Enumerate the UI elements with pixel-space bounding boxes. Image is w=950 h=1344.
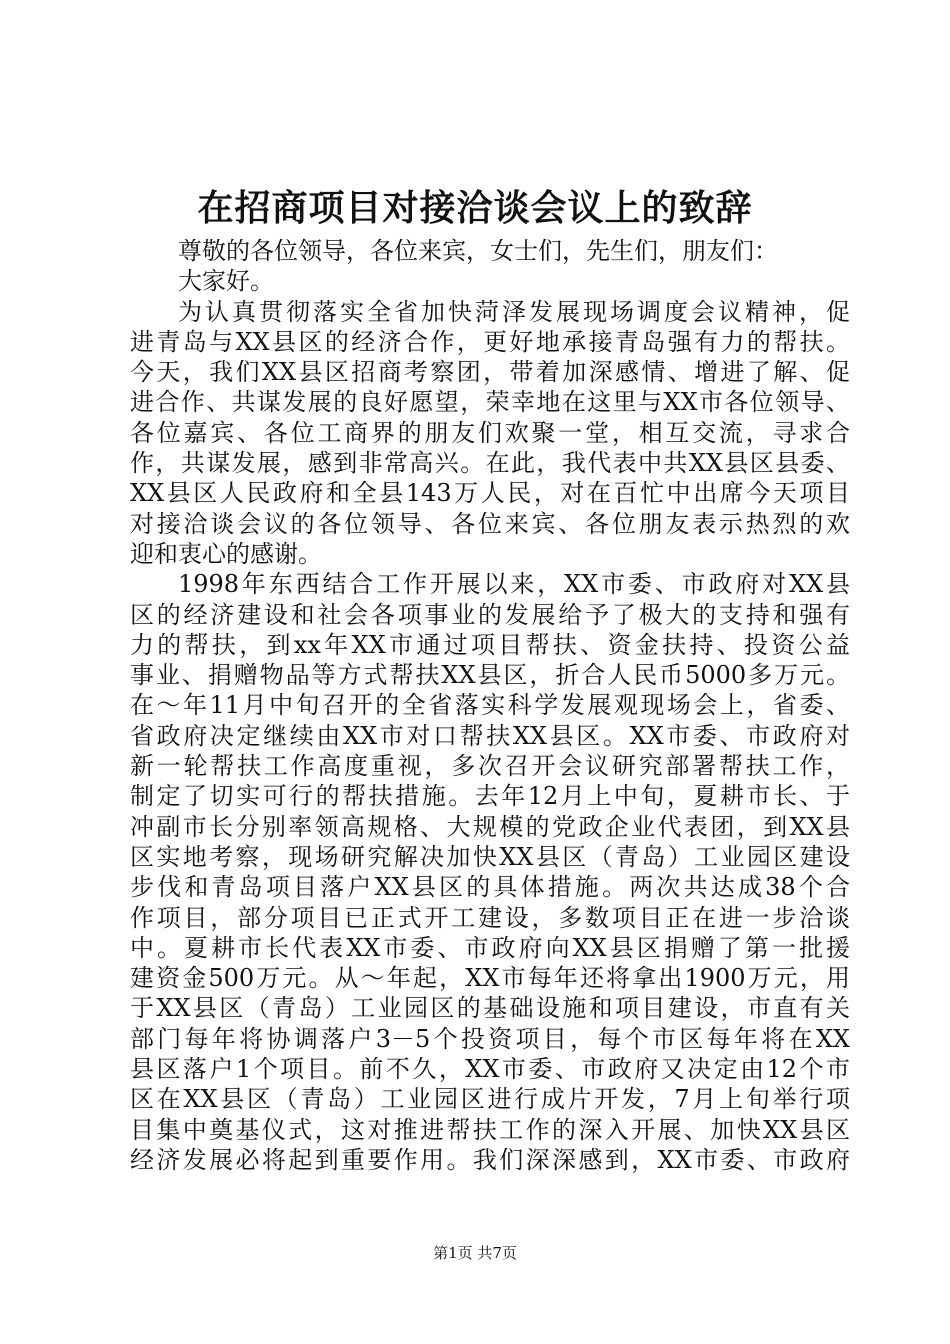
page-number-footer: 第1页 共7页 bbox=[433, 1244, 517, 1262]
document-body bbox=[130, 236, 850, 1175]
text-line: 省政府决定继续由XX市对口帮扶XX县区。XX市委、市政府对 bbox=[130, 721, 850, 750]
text-line: 经济发展必将起到重要作用。我们深深感到，XX市委、市政府 bbox=[130, 1145, 850, 1174]
text-line: 作，共谋发展，感到非常高兴。在此，我代表中共XX县区县委、 bbox=[130, 449, 850, 478]
text-line: 各位嘉宾、各位工商界的朋友们欢聚一堂，相互交流，寻求合 bbox=[130, 418, 850, 447]
text-line: 目集中奠基仪式，这对推进帮扶工作的深入开展、加快XX县区 bbox=[130, 1115, 850, 1144]
text-line: 事业、捐赠物品等方式帮扶XX县区，折合人民币5000多万元。 bbox=[130, 661, 850, 690]
text-line: 今天，我们XX县区招商考察团，带着加深感情、增进了解、促 bbox=[130, 358, 850, 387]
text-line: 对接洽谈会议的各位领导、各位来宾、各位朋友表示热烈的欢 bbox=[130, 509, 850, 538]
text-line: 进青岛与XX县区的经济合作，更好地承接青岛强有力的帮扶。 bbox=[130, 327, 850, 356]
document-title: 在招商项目对接洽谈会议上的致辞 bbox=[197, 187, 753, 229]
text-line: 区实地考察，现场研究解决加快XX县区（青岛）工业园区建设 bbox=[130, 842, 850, 871]
text-line: 县区落户1个项目。前不久，XX市委、市政府又决定由12个市 bbox=[130, 1055, 850, 1084]
text-line: 区在XX县区（青岛）工业园区进行成片开发，7月上旬举行项 bbox=[130, 1085, 850, 1114]
text-line-salutation: 尊敬的各位领导，各位来宾，女士们，先生们，朋友们： bbox=[178, 237, 778, 265]
text-line: 中。夏耕市长代表XX市委、市政府向XX县区捐赠了第一批援 bbox=[130, 933, 850, 962]
text-line: 部门每年将协调落户3－5个投资项目，每个市区每年将在XX bbox=[130, 1024, 850, 1053]
text-line: 建资金500万元。从～年起，XX市每年还将拿出1900万元，用 bbox=[130, 964, 850, 993]
text-line: 进合作、共谋发展的良好愿望，荣幸地在这里与XX市各位领导、 bbox=[130, 388, 850, 417]
text-line: 迎和衷心的感谢。 bbox=[130, 539, 322, 568]
text-line-greeting: 大家好。 bbox=[178, 267, 274, 296]
text-line: 步伐和青岛项目落户XX县区的具体措施。两次共达成38个合 bbox=[130, 873, 850, 902]
text-line: 冲副市长分别率领高规格、大规模的党政企业代表团，到XX县 bbox=[130, 812, 850, 841]
text-line: 制定了切实可行的帮扶措施。去年12月上中旬，夏耕市长、于 bbox=[130, 782, 850, 811]
text-line: XX县区人民政府和全县143万人民，对在百忙中出席今天项目 bbox=[130, 479, 850, 508]
text-line: 新一轮帮扶工作高度重视，多次召开会议研究部署帮扶工作， bbox=[130, 752, 850, 781]
text-line: 力的帮扶，到xx年XX市通过项目帮扶、资金扶持、投资公益 bbox=[130, 630, 850, 659]
text-line: 区的经济建设和社会各项事业的发展给予了极大的支持和强有 bbox=[130, 600, 850, 629]
text-line: 作项目，部分项目已正式开工建设，多数项目正在进一步洽谈 bbox=[130, 903, 850, 932]
text-line: 在～年11月中旬召开的全省落实科学发展观现场会上，省委、 bbox=[130, 691, 850, 720]
text-line: 1998年东西结合工作开展以来，XX市委、市政府对XX县 bbox=[178, 570, 850, 599]
text-line: 于XX县区（青岛）工业园区的基础设施和项目建设，市直有关 bbox=[130, 994, 850, 1023]
text-line: 为认真贯彻落实全省加快菏泽发展现场调度会议精神，促 bbox=[178, 297, 850, 326]
